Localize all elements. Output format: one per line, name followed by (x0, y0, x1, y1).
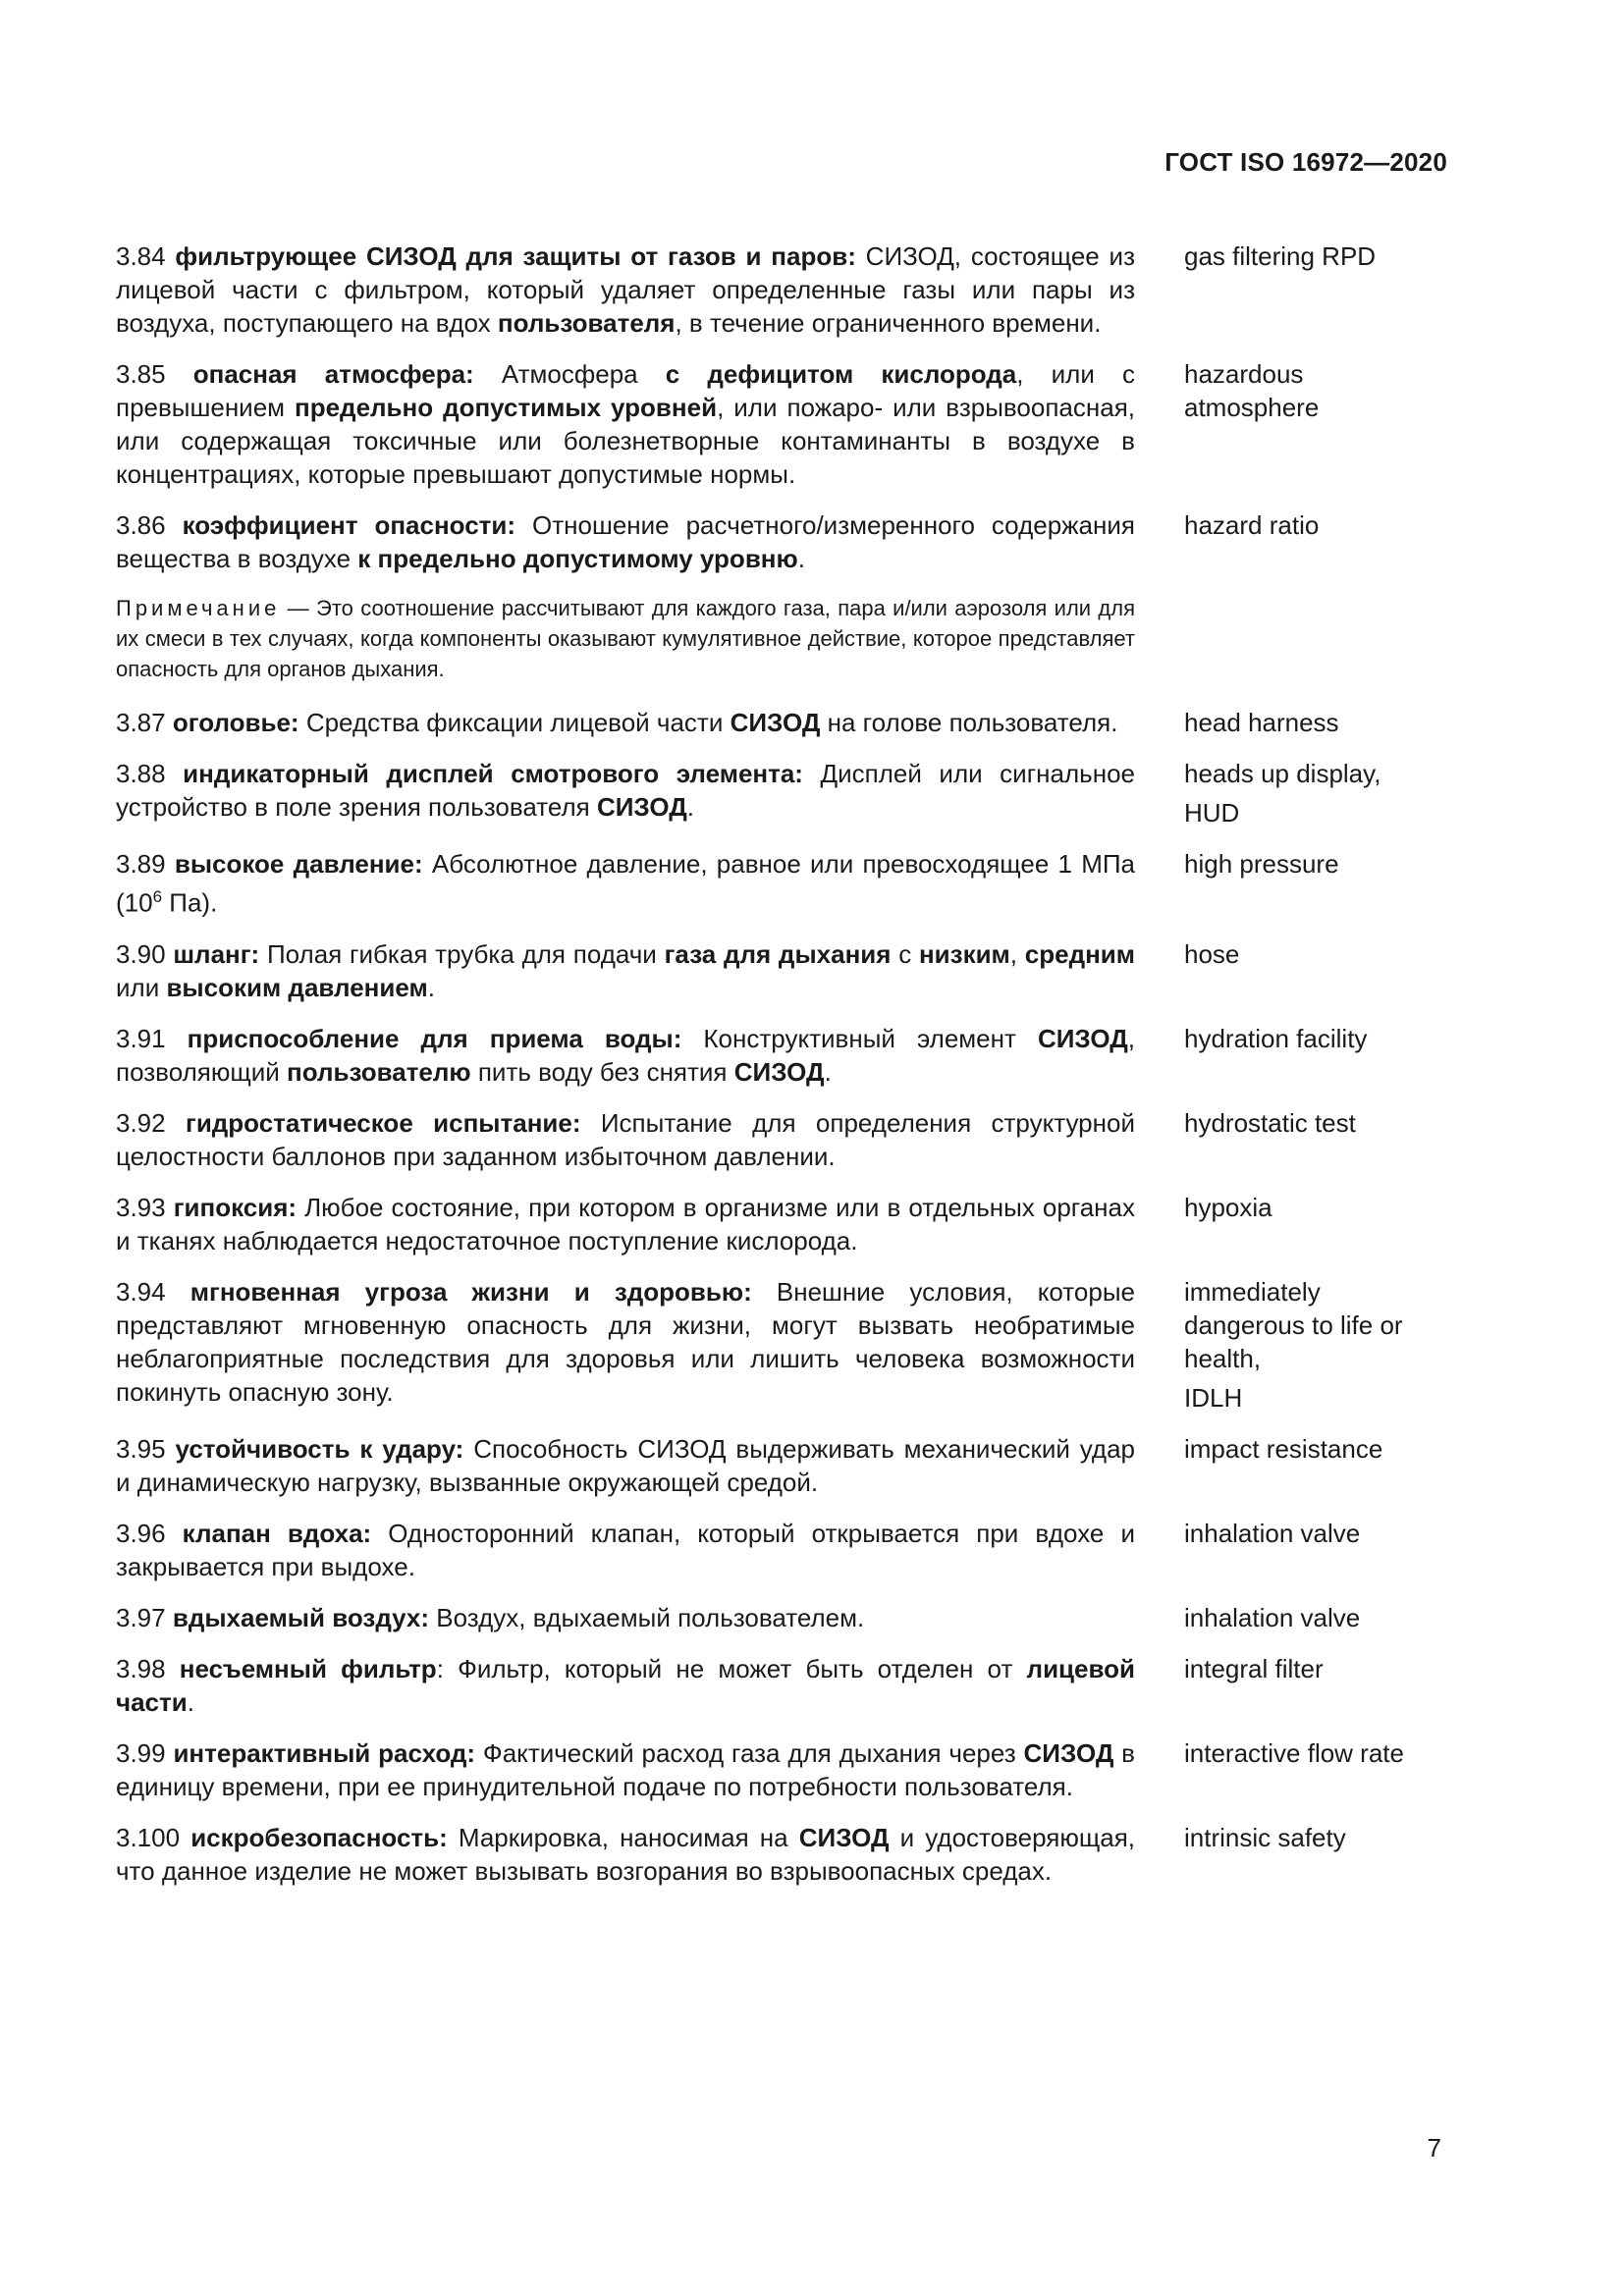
term-entry (116, 240, 1451, 340)
term-bold-text: низким (918, 938, 1010, 969)
term-english (1184, 847, 1449, 920)
note-label: Примечание (116, 596, 281, 620)
english-term-line: hydration facility (1184, 1023, 1368, 1053)
term-english (1184, 1191, 1449, 1257)
english-term-line: inhalation valve (1184, 1518, 1361, 1548)
term-number: 3.94 (116, 1276, 166, 1307)
term-entry (116, 357, 1451, 491)
term-number: 3.100 (116, 1822, 181, 1852)
english-term-line: hydrostatic test (1184, 1107, 1356, 1138)
term-english (1184, 1601, 1449, 1634)
term-bold-text: средним (1024, 938, 1136, 969)
term-bold-text: оголовье: (172, 708, 299, 737)
term-number: 3.92 (116, 1107, 166, 1138)
term-bold-text: к предельно допустимому уровню (357, 544, 798, 573)
term-english (1184, 1106, 1449, 1173)
term-bold-text: устойчивость к удару: (175, 1433, 464, 1464)
term-english (1184, 240, 1449, 340)
term-bold-text: СИЗОД (1037, 1023, 1128, 1053)
term-text: Односторонний клапан, который открывается при вдохе и закрывается при выдохе. (116, 1518, 1135, 1581)
term-english (1184, 1736, 1449, 1803)
term-bold-text: мгновенная угроза жизни и здоровью: (189, 1276, 752, 1307)
term-text: . (427, 972, 435, 1002)
term-bold-text: коэффициент опасности: (182, 510, 516, 540)
english-term-line: inhalation valve (1184, 1602, 1361, 1632)
term-bold-text: несъемный фильтр (179, 1653, 437, 1683)
term-bold-text: СИЗОД (596, 792, 687, 822)
term-definition (116, 1821, 1135, 1888)
english-abbreviation: HUD (1184, 798, 1240, 828)
english-term-line: immediately (1184, 1276, 1321, 1307)
term-definition (116, 240, 1135, 340)
term-text: Средства фиксации лицевой части (298, 708, 731, 737)
term-text: СИЗОД, состоящее из лицевой части с фильтром, который удаляет определенные газы или пары из воздуха, поступающего на вдох (116, 241, 1135, 338)
term-text: пить воду без снятия (470, 1056, 734, 1087)
term-text: или (116, 972, 167, 1002)
term-bold-text: клапан вдоха: (182, 1518, 372, 1548)
term-entry (116, 1106, 1451, 1173)
term-bold-text: опасная атмосфера: (192, 359, 474, 389)
term-definition (116, 847, 1135, 920)
term-text: Атмосфера (473, 359, 666, 389)
term-bold-text: пользователя (497, 308, 676, 338)
term-number: 3.93 (116, 1192, 166, 1222)
term-text: Отношение расчетного/измеренного содержания вещества в воздухе (116, 510, 1135, 573)
term-bold-text: гипоксия: (173, 1192, 298, 1222)
term-bold-text: СИЗОД (733, 1056, 825, 1087)
note-text: — Это соотношение рассчитывают для каждого газа, пара и/или аэрозоля или для их смеси в тех случаях, когда компоненты оказывают кумулятивное действие, которое представляет опасность для органов дыхания. (116, 596, 1135, 681)
term-bold-text: приспособление для приема воды: (187, 1023, 682, 1053)
term-text: Па). (162, 887, 218, 918)
term-english (1184, 1275, 1449, 1415)
term-definition (116, 1601, 1135, 1634)
term-text: Дисплей или сигнальное устройство в поле зрения пользователя (116, 759, 1135, 822)
term-text: 6 (152, 887, 163, 906)
term-entry (116, 706, 1451, 739)
term-bold-text: пользователю (287, 1056, 471, 1087)
term-definition (116, 1736, 1135, 1803)
term-number: 3.84 (116, 241, 166, 271)
term-entry (116, 1275, 1451, 1415)
term-entry (116, 1432, 1451, 1499)
term-text: , в течение ограниченного времени. (675, 308, 1102, 338)
term-entry (116, 937, 1451, 1004)
term-bold-text: СИЗОД (1023, 1737, 1114, 1768)
term-entry (116, 1821, 1451, 1888)
term-bold-text: интерактивный расход: (173, 1737, 476, 1768)
standard-header: ГОСТ ISO 16972—2020 (1164, 147, 1447, 177)
english-term-line: health, (1184, 1343, 1262, 1373)
english-term-line: head harness (1184, 708, 1339, 737)
term-number: 3.90 (116, 938, 166, 969)
term-english (1184, 1517, 1449, 1583)
term-text: Любое состояние, при котором в организме или в отдельных органах и тканях наблюдается недостаточное поступление кислорода. (116, 1192, 1135, 1255)
english-term-line: gas filtering RPD (1184, 241, 1377, 271)
term-bold-text: предельно допустимых уровней (295, 393, 718, 422)
term-text: Испытание для определения структурной целостности баллонов при заданном избыточном давлении. (116, 1107, 1135, 1171)
english-term-line: hazard ratio (1184, 510, 1320, 540)
term-text: , или пожаро- или взрывоопасная, или содержащая токсичные или болезнетворные контаминанты в воздухе в концентрациях, которые превышают допустимые нормы. (116, 393, 1136, 489)
english-term-line: intrinsic safety (1184, 1822, 1346, 1852)
term-number: 3.96 (116, 1518, 166, 1548)
term-definition (116, 937, 1135, 1004)
term-text: Конструктивный элемент (681, 1023, 1038, 1053)
term-entry (116, 508, 1451, 575)
term-entry (116, 1517, 1451, 1583)
term-text: и удостоверяющая, что данное изделие не может вызывать возгорания во взрывоопасных средах. (116, 1822, 1135, 1886)
term-definition (116, 1517, 1135, 1583)
term-definition (116, 1022, 1135, 1089)
english-abbreviation: IDLH (1184, 1382, 1243, 1413)
term-text: в единицу времени, при ее принудительной подаче по потребности пользователя. (116, 1737, 1135, 1801)
term-number: 3.98 (116, 1653, 166, 1683)
english-term-line: dangerous to life or (1184, 1309, 1403, 1340)
term-text: Внешние условия, которые представляют мгновенную опасность для жизни, могут вызвать необратимые неблагоприятные последствия для здоровья или лишить человека возможности покинуть опасную зону. (116, 1276, 1135, 1407)
term-bold-text: высоким давлением (166, 972, 428, 1002)
term-text: Воздух, вдыхаемый пользователем. (429, 1602, 865, 1632)
term-definition (116, 1191, 1135, 1257)
term-definition (116, 1275, 1135, 1415)
term-bold-text: высокое давление: (174, 849, 423, 879)
term-definition (116, 1106, 1135, 1173)
term-english (1184, 508, 1449, 575)
term-text: . (797, 544, 805, 573)
term-definition (116, 757, 1135, 829)
term-text: . (686, 792, 694, 822)
term-note (116, 593, 1135, 684)
term-bold-text: гидростатическое испытание: (185, 1107, 581, 1138)
term-english (1184, 1022, 1449, 1089)
term-bold-text: шланг: (173, 938, 260, 969)
term-bold-text: СИЗОД (730, 708, 821, 737)
term-bold-text: индикаторный дисплей смотрового элемента: (183, 759, 803, 788)
english-term-line: hazardous (1184, 359, 1304, 389)
term-english (1184, 1652, 1449, 1719)
term-text: : Фильтр, который не может быть отделен от (436, 1653, 1027, 1683)
term-entry (116, 1191, 1451, 1257)
term-text: Способность СИЗОД выдерживать механический удар и динамическую нагрузку, вызванные окружающей средой. (116, 1433, 1135, 1497)
english-term-line: integral filter (1184, 1653, 1324, 1683)
english-term-line: hypoxia (1184, 1192, 1272, 1222)
english-term-line: atmosphere (1184, 393, 1320, 422)
term-entry (116, 1652, 1451, 1719)
term-bold-text: фильтрующее СИЗОД для защиты от газов и паров: (175, 241, 856, 271)
term-number: 3.85 (116, 359, 166, 389)
term-bold-text: лицевой части (116, 1653, 1135, 1717)
term-text: , позволяющий (116, 1023, 1135, 1087)
term-number: 3.95 (116, 1433, 166, 1464)
term-text: Фактический расход газа для дыхания через (475, 1737, 1024, 1768)
english-term-line: heads up display, (1184, 759, 1381, 788)
term-number: 3.97 (116, 1602, 166, 1632)
term-number: 3.86 (116, 510, 166, 540)
term-definition (116, 1432, 1135, 1499)
term-bold-text: вдыхаемый воздух: (172, 1602, 430, 1632)
term-entry (116, 1022, 1451, 1089)
term-text: . (187, 1686, 194, 1717)
term-definition (116, 1652, 1135, 1719)
term-number: 3.91 (116, 1023, 166, 1053)
term-text: , или с превышением (116, 359, 1135, 422)
term-text: Абсолютное давление, равное или превосходящее 1 МПа (10 (116, 849, 1136, 918)
term-bold-text: с дефицитом кислорода (665, 359, 1017, 389)
term-text: с (891, 938, 919, 969)
term-bold-text: СИЗОД (798, 1822, 890, 1852)
page-number: 7 (1427, 2133, 1441, 2163)
term-text: Полая гибкая трубка для подачи (259, 938, 665, 969)
term-text: , (1009, 938, 1025, 969)
english-term-line: hose (1184, 938, 1240, 969)
term-text: Маркировка, наносимая на (447, 1822, 799, 1852)
term-entry (116, 757, 1451, 829)
term-english (1184, 1432, 1449, 1499)
term-english (1184, 1821, 1449, 1888)
term-entry (116, 847, 1451, 920)
term-english (1184, 937, 1449, 1004)
term-number: 3.88 (116, 759, 166, 788)
english-term-line: impact resistance (1184, 1433, 1383, 1464)
english-term-line: high pressure (1184, 849, 1339, 879)
term-definition (116, 357, 1135, 491)
term-number: 3.87 (116, 708, 166, 737)
english-term-line: interactive flow rate (1184, 1737, 1404, 1768)
term-english (1184, 357, 1449, 491)
term-entry (116, 1736, 1451, 1803)
term-definition (116, 508, 1135, 575)
term-text: . (824, 1056, 832, 1087)
term-number: 3.89 (116, 849, 166, 879)
term-bold-text: искробезопасность: (190, 1822, 448, 1852)
term-english (1184, 757, 1449, 829)
term-english (1184, 706, 1449, 739)
term-number: 3.99 (116, 1737, 166, 1768)
terms-list (116, 240, 1451, 1905)
term-text: на голове пользователя. (820, 708, 1118, 737)
term-bold-text: газа для дыхания (664, 938, 892, 969)
term-definition (116, 706, 1135, 739)
term-entry (116, 1601, 1451, 1634)
